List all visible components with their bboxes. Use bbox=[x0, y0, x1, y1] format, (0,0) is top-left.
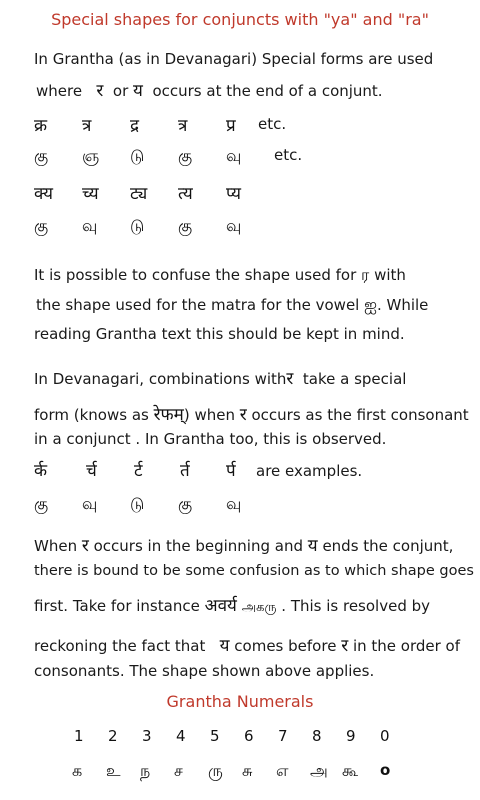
digit: 1 bbox=[74, 727, 84, 745]
ra-dev-glyph: त्र bbox=[82, 116, 92, 136]
intro-rest: occurs at the end of a conjunt. bbox=[152, 82, 383, 100]
both-ya-glyph-2: य bbox=[219, 636, 230, 656]
ya-grantha-glyph: வு bbox=[82, 216, 98, 235]
ya-dev-glyph: त्य bbox=[178, 184, 193, 204]
both-text: comes before bbox=[234, 637, 337, 655]
intro-line-2 bbox=[36, 78, 383, 101]
both-grantha-example: அகரு bbox=[241, 600, 277, 615]
ya-grantha-glyph: வு bbox=[226, 216, 242, 235]
repha-text: take a special bbox=[302, 370, 407, 388]
repha-term: रेफम् bbox=[153, 405, 184, 425]
both-text: occurs in the beginning and bbox=[93, 537, 303, 555]
ra-grantha-glyph: ஞ bbox=[82, 146, 100, 165]
grantha-numeral: எ bbox=[276, 761, 289, 780]
both-text: in the order of bbox=[352, 637, 460, 655]
repha-dev-glyph: र्त bbox=[180, 461, 190, 481]
ra-grantha-glyph: கு bbox=[178, 146, 193, 165]
grantha-numeral: ரு bbox=[208, 761, 223, 780]
repha-line-1 bbox=[34, 366, 406, 389]
confuse-line-1 bbox=[34, 265, 406, 286]
ya-dev-glyph: क्य bbox=[34, 184, 53, 204]
repha-text: ) when bbox=[183, 406, 235, 424]
ya-dev-glyph: प्य bbox=[226, 184, 241, 204]
ra-etc: etc. bbox=[258, 115, 287, 133]
confuse-text: . While bbox=[376, 296, 429, 314]
grantha-numeral: சு bbox=[242, 761, 253, 780]
digit: 3 bbox=[142, 727, 152, 745]
digit: 2 bbox=[108, 727, 118, 745]
intro-line-1: In Grantha (as in Devanagari) Special forms are used bbox=[34, 50, 434, 68]
both-term: अवर्य bbox=[204, 596, 237, 616]
grantha-numeral: க bbox=[72, 761, 83, 780]
grantha-ra-glyph: ர bbox=[361, 265, 370, 284]
intro-where: where bbox=[36, 82, 83, 100]
confuse-line-2 bbox=[36, 295, 428, 316]
repha-grantha-glyph: டு bbox=[130, 494, 145, 513]
repha-grantha-glyph: கு bbox=[178, 494, 193, 513]
ra-dev-glyph: प्र bbox=[226, 116, 236, 136]
both-line-1 bbox=[34, 533, 453, 556]
confuse-line-3: reading Grantha text this should be kept in mind. bbox=[34, 325, 405, 343]
repha-text: occurs as the first consonant bbox=[251, 406, 469, 424]
numerals-title: Grantha Numerals bbox=[166, 692, 314, 711]
grantha-numeral: ந bbox=[140, 761, 151, 780]
digit: 0 bbox=[380, 727, 390, 745]
ra-etc-2: etc. bbox=[274, 146, 303, 164]
grantha-numeral: உ bbox=[106, 761, 121, 780]
both-line-4 bbox=[34, 633, 460, 656]
repha-dev-glyph: र्प bbox=[226, 461, 236, 481]
ra-dev-glyph: द्र bbox=[130, 116, 140, 136]
ya-grantha-glyph: கு bbox=[178, 216, 193, 235]
both-ra-glyph-2: र bbox=[341, 636, 349, 656]
ra-dev-glyph: त्र bbox=[178, 116, 188, 136]
digit: 8 bbox=[312, 727, 322, 745]
intro-ra-glyph: र bbox=[96, 81, 104, 101]
grantha-numeral: ச bbox=[174, 761, 183, 780]
repha-ra-glyph: र bbox=[286, 369, 294, 389]
ya-dev-glyph: ट्य bbox=[130, 184, 148, 204]
grantha-ai-glyph: ஐ bbox=[364, 295, 377, 314]
digit: 7 bbox=[278, 727, 288, 745]
digit: 9 bbox=[346, 727, 356, 745]
grantha-numeral: கூ bbox=[342, 761, 359, 780]
both-text: When bbox=[34, 537, 78, 555]
digit: 5 bbox=[210, 727, 220, 745]
intro-or: or bbox=[112, 82, 129, 100]
repha-line-2 bbox=[34, 402, 469, 425]
repha-grantha-glyph: கு bbox=[34, 494, 49, 513]
repha-text: form (knows as bbox=[34, 406, 149, 424]
repha-dev-glyph: र्क bbox=[34, 461, 48, 481]
repha-text: In Devanagari, combinations with bbox=[34, 370, 287, 388]
confuse-text: with bbox=[374, 266, 406, 284]
repha-dev-glyph: र्च bbox=[86, 461, 97, 481]
repha-ra-glyph-2: र bbox=[239, 405, 247, 425]
both-line-2: there is bound to be some confusion as to which shape goes bbox=[34, 563, 474, 579]
ra-grantha-glyph: டு bbox=[130, 146, 145, 165]
page-title: Special shapes for conjuncts with "ya" and "ra" bbox=[51, 10, 429, 29]
ra-dev-glyph: क्र bbox=[34, 116, 48, 136]
both-line-3 bbox=[34, 593, 430, 616]
both-line-5: consonants. The shape shown above applies. bbox=[34, 662, 375, 680]
repha-grantha-glyph: வு bbox=[82, 494, 98, 513]
both-text: ends the conjunt, bbox=[322, 537, 454, 555]
ya-grantha-glyph: கு bbox=[34, 216, 49, 235]
both-ra-glyph: र bbox=[81, 536, 89, 556]
both-text: . This is resolved by bbox=[281, 597, 431, 615]
both-ya-glyph: य bbox=[307, 536, 318, 556]
ra-grantha-glyph: வு bbox=[226, 146, 242, 165]
both-text: first. Take for instance bbox=[34, 597, 200, 615]
repha-dev-glyph: र्ट bbox=[134, 461, 143, 481]
ya-dev-glyph: च्य bbox=[82, 184, 99, 204]
ra-grantha-glyph: கு bbox=[34, 146, 49, 165]
repha-line-3: in a conjunct . In Grantha too, this is observed. bbox=[34, 430, 387, 448]
repha-grantha-glyph: வு bbox=[226, 494, 242, 513]
intro-ya-glyph: य bbox=[133, 81, 143, 101]
confuse-text: the shape used for the matra for the vowel bbox=[36, 296, 360, 314]
grantha-numeral: அ bbox=[310, 761, 328, 780]
ya-grantha-glyph: டு bbox=[130, 216, 145, 235]
both-text: reckoning the fact that bbox=[34, 637, 206, 655]
digit: 6 bbox=[244, 727, 254, 745]
confuse-text: It is possible to confuse the shape used for bbox=[34, 266, 357, 284]
grantha-numeral: o bbox=[380, 761, 391, 779]
repha-examples-label: are examples. bbox=[256, 462, 363, 480]
digit: 4 bbox=[176, 727, 186, 745]
